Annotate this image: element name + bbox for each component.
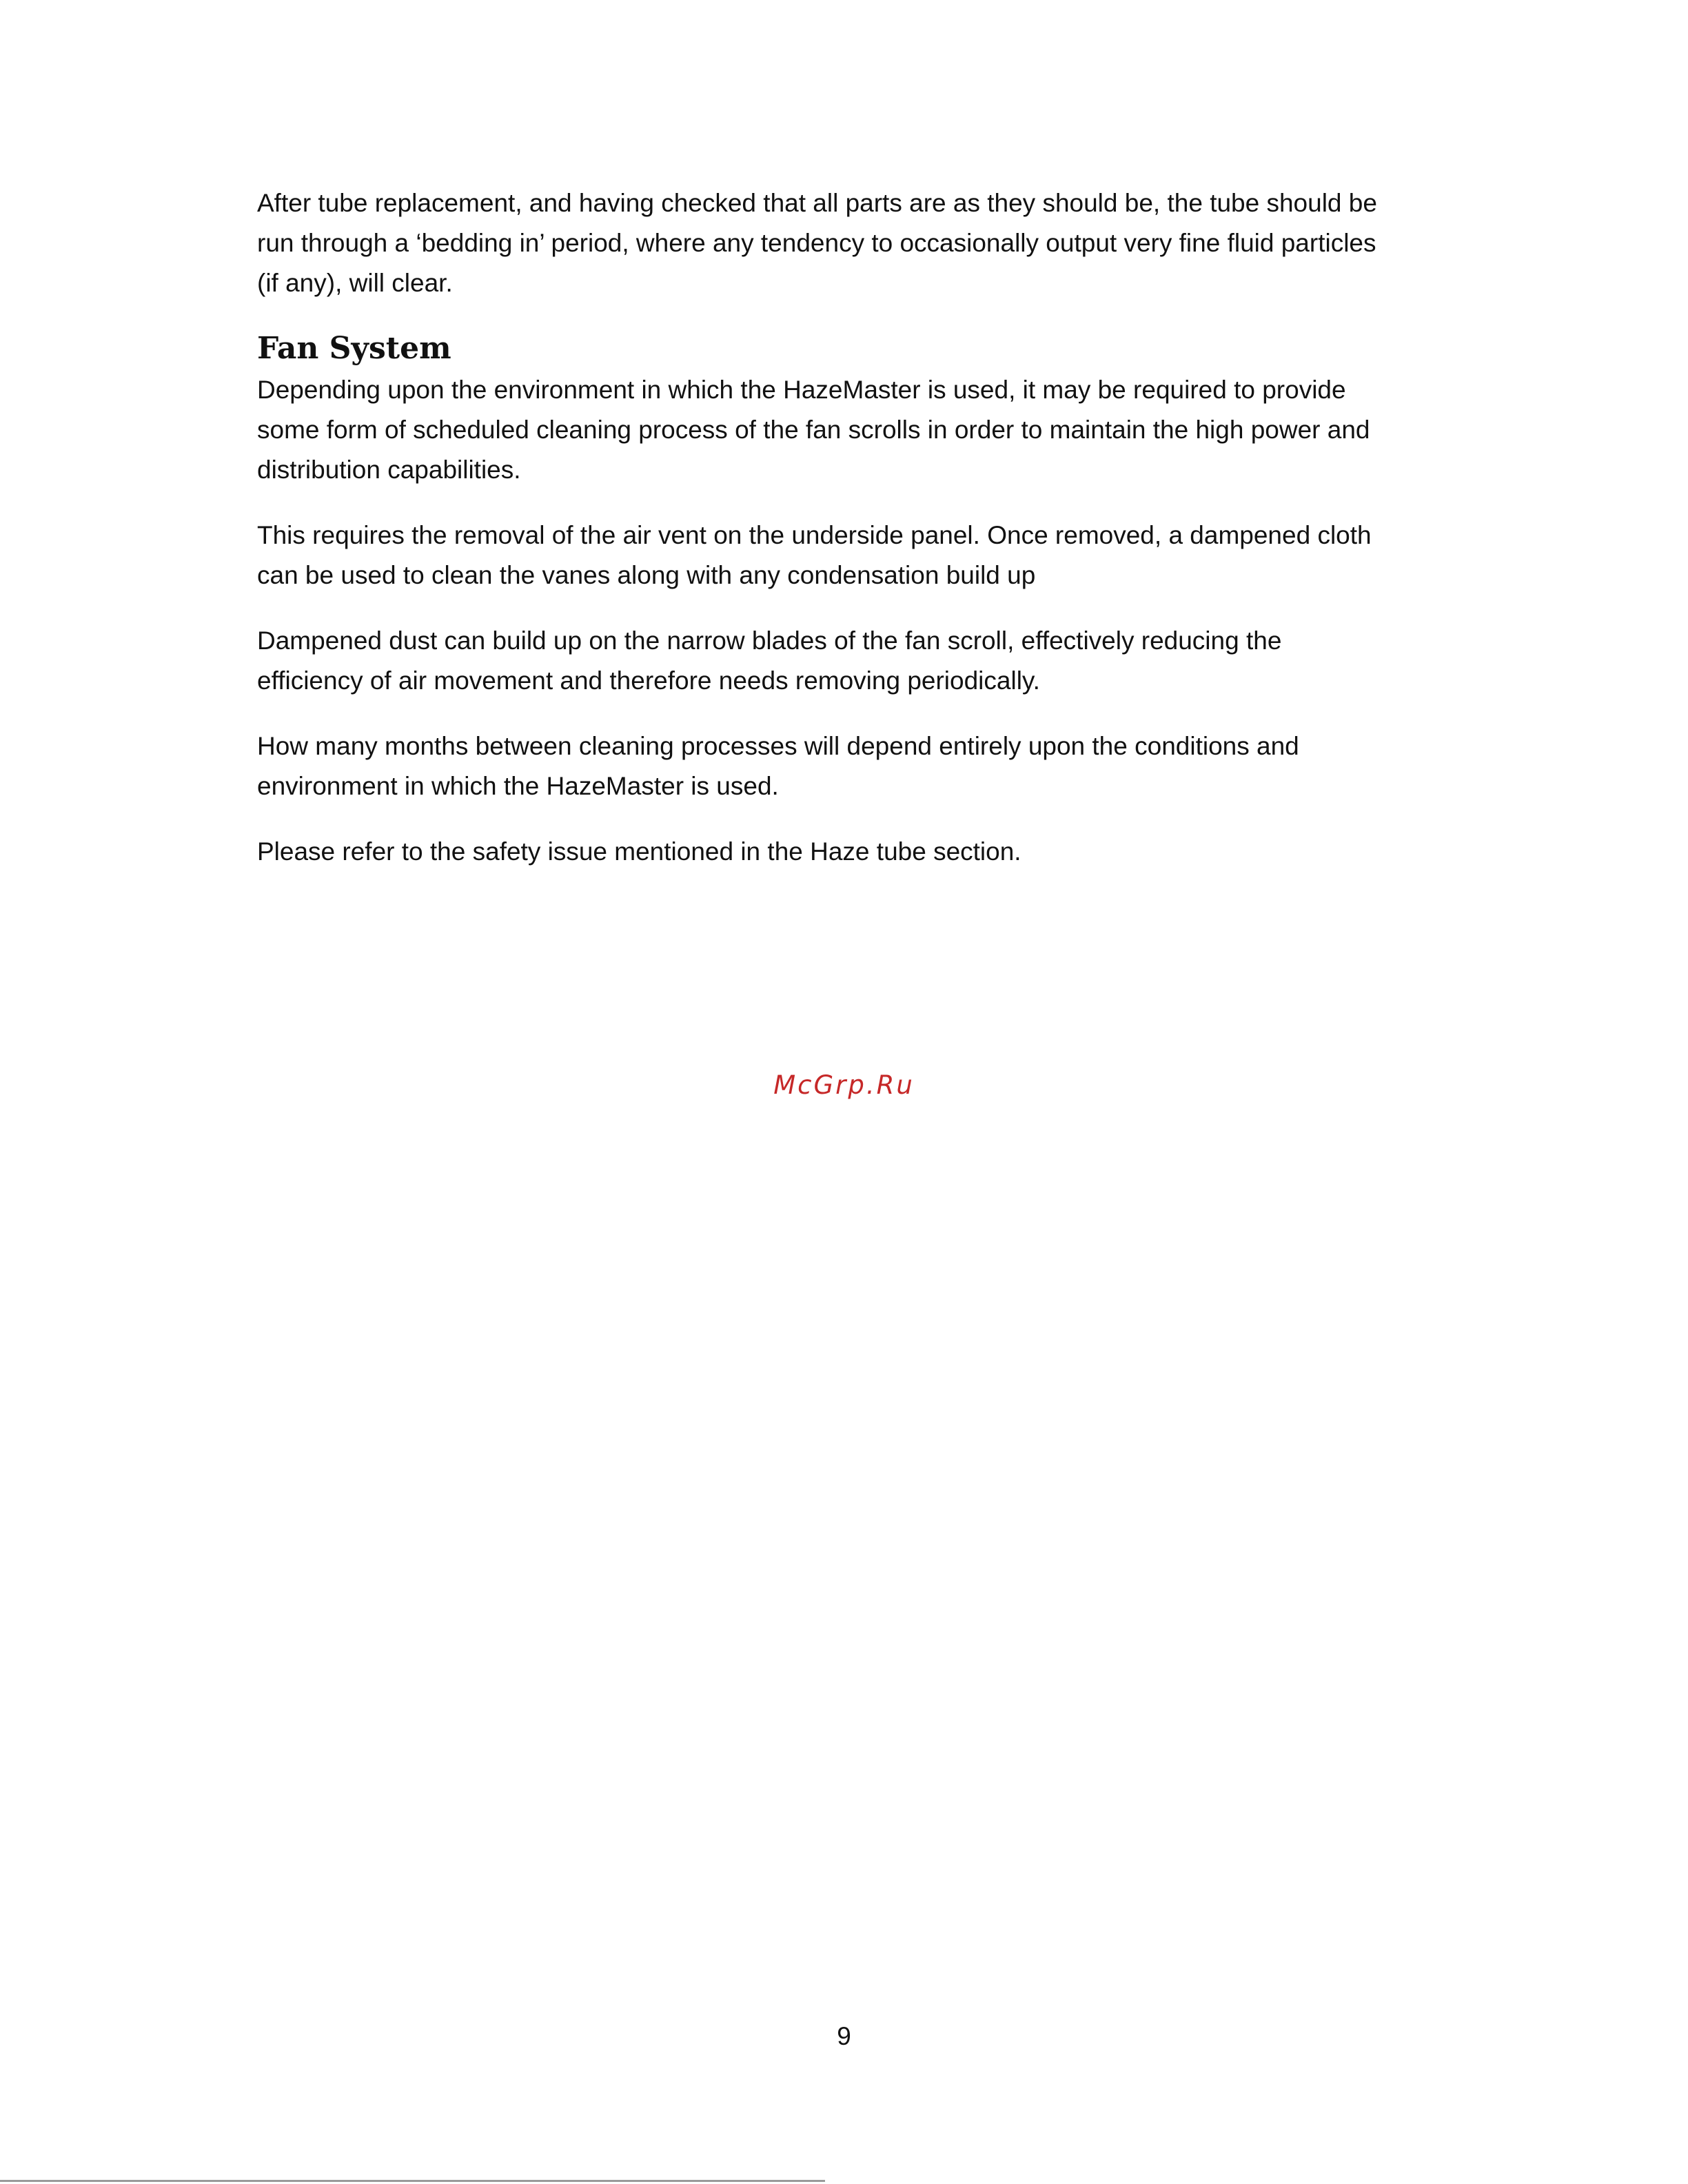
paragraph-line: run through a ‘bedding in’ period, where any tendency to occasionally output very fine fluid particles [257,229,1376,257]
paragraph-safety-reference [257,832,1443,872]
page-content [257,183,1443,897]
paragraph-line: This requires the removal of the air vent on the underside panel. Once removed, a dampened cloth [257,521,1372,549]
paragraph-line: efficiency of air movement and therefore needs removing periodically. [257,666,1040,695]
paragraph-line: Please refer to the safety issue mentioned in the Haze tube section. [257,837,1021,866]
paragraph-dampened-dust [257,621,1443,701]
paragraph-line: Dampened dust can build up on the narrow blades of the fan scroll, effectively reducing the [257,626,1282,655]
paragraph-air-vent [257,516,1443,595]
intro-paragraph [257,183,1443,303]
watermark-text: McGrp.Ru [773,1070,915,1100]
paragraph-line: environment in which the HazeMaster is used. [257,772,779,800]
bottom-divider [0,2180,825,2182]
paragraph-environment [257,370,1443,490]
paragraph-line: (if any), will clear. [257,269,453,297]
paragraph-line: Depending upon the environment in which the HazeMaster is used, it may be required to provide [257,376,1346,404]
paragraph-line: After tube replacement, and having checked that all parts are as they should be, the tube should be [257,189,1377,217]
paragraph-line: distribution capabilities. [257,456,521,484]
paragraph-line: How many months between cleaning processes will depend entirely upon the conditions and [257,732,1299,760]
paragraph-cleaning-interval [257,726,1443,806]
section-heading: Fan System [257,331,451,366]
paragraph-line: some form of scheduled cleaning process of the fan scrolls in order to maintain the high power and [257,416,1370,444]
page-number: 9 [837,2022,851,2050]
paragraph-line: can be used to clean the vanes along with any condensation build up [257,561,1036,589]
